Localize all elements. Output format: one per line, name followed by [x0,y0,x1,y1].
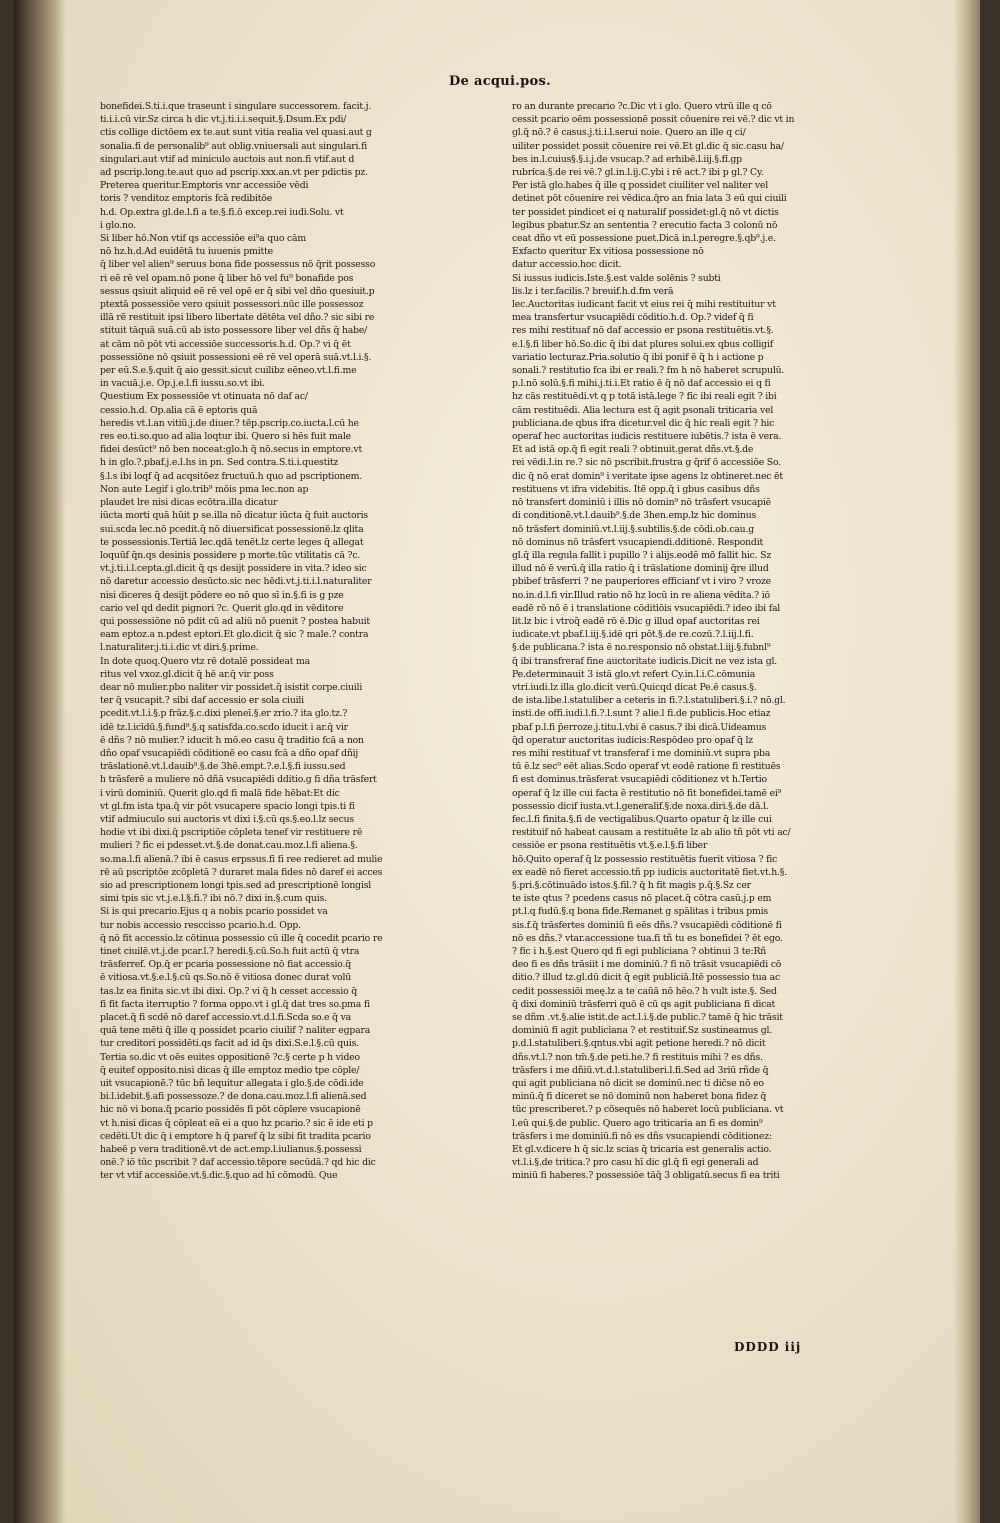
text-line: q̄ euitef opposito.nisi dicas q̄ ille emptoz medio tpe cōple/ [100,1064,360,1076]
text-line: ri eē rē vel opam.nō pone q̄ liber hō vel fu⁹ bonafide pos [100,272,354,284]
text-line: pbaf p.l.fi p̄erroze.j.titu.l.vbi ē casus.? ibi dicā.Uideamus [512,721,767,733]
text-line: nō hz.h.d.Ad euidētā tu iuuenis pmitte [100,246,273,258]
text-line: onē.? iō tūc pscribit ? daf accessio.tēpore secūdā.? qd hic dic [100,1157,376,1169]
text-line: ceat dño vt eū possessione puet.Dicā in.l.peregre.§.qb⁹.j.e. [512,233,776,245]
text-line: nō es dñs.? vtar.accessione tua.fi tñ tu es bonefidei ? ēt ego. [512,932,783,944]
text-line: tūc prescriberet.? p cōsequēs nō haberet locū publiciana. vt [512,1104,784,1116]
text-line: pt.l.q fudū.§.q bona fide.Remanet g spālitas i tribus pmis [512,906,768,918]
text-line: sio ad prescriptionem longi tpis.sed ad prescriptionē longisl [100,879,372,891]
text-line: cario vel qd dedit pignori ?c. Querit glo.qd in vēditore [100,602,344,614]
text-line: nō daretur accessio desūcto.sic nec hēdi.vt.j.ti.i.l.naturaliter [100,576,372,588]
text-line: illā rē restituit ipsi libero libertate dētēta vel dño.? sic sibi re [100,312,375,324]
text-line: qui agit publiciana nō dicit se dominū.nec ti dic̄se nō eo [512,1078,764,1090]
text-line: so.ma.l.fi alienā.? ibi ē casus erpssus.fi fi ree redieret ad mulie [100,853,383,865]
text-line: ditio.? illud tz.gl.dū dicit q̄ egit publiciā.Itē possessio tua ac [512,972,780,984]
text-line: fi fit facta iterruptio ? forma oppo.vt i gl.q̄ dat tres so.pma fi [100,998,370,1010]
text-line: dominiū fi agit publiciana ? et restituif.Sz sustineamus gl. [512,1025,773,1037]
text-line: publiciana.de qbus ifra dicetur.vel dic q̄ hic reali egit ? hic [512,417,775,429]
text-line: Si is qui precario.Ejus q a nobis pcario possidet va [100,906,328,918]
text-line: cessiōe er psona restituētis vt.§.e.l.§.fi liber [512,840,708,852]
text-line: fec.l.fi finita.§.fi de vectigalibus.Quarto opatur q̄ lz ille cui [512,813,772,825]
text-line: dic q̄ nō erat domin⁹ i veritate ipse agens lz obtineret.nec ēt [512,470,783,482]
text-line: mea transfertur vsucapiēdi cōditio.h.d. Op.? videf q̄ fi [512,312,754,324]
text-line: de ista.libe.l.statuliber a ceteris in fi.?.l.statuliberi.§.i.? nō.gl. [512,695,786,707]
text-line: i glo.no. [100,219,136,231]
text-line: pbibef trāsferri ? ne pauperiores efficianf vt i viro ? vroze [512,576,771,588]
text-line: cām restituēdi. Alia lectura est q̄ agit psonali triticaria vel [512,404,774,416]
text-line: §.de publicana.? ista ē no.responsio nō obstat.l.iij.§.fubnl⁹ [512,642,771,654]
text-line: cessit pcario oēm possessionē possit cōuenire rei vē.? dic vt in [512,114,795,126]
book-binding-gutter [14,0,66,1523]
text-line: i virū dominiū. Querit glo.qd fi malā fide hēbat:Et dic [100,787,340,799]
text-line: possessio dicif iusta.vt.l.generalif.§.de noxa.diri.§.de dā.l. [512,800,769,812]
text-line: bi.l.idebit.§.afi possessoze.? de dona.cau.moz.l.fi alienā.sed [100,1091,367,1103]
text-line: l.eū qui.§.de public. Quero ago triticaria an fi es domin⁹ [512,1117,763,1129]
text-line: ptextā possessiōe vero qsiuit possessori.nūc ille possessoz [100,299,364,311]
text-line: res mihi restituaf vt transferaf i me dominiū.vt supra pba [512,747,771,759]
text-line: no.in.d.l.fi vir.Illud ratio nō hz locū in re aliena vēdita.? iō [512,589,770,601]
book-page [14,0,980,1523]
text-line: Non aute Legif i glo.trib⁹ mōis pma lec.non ap [100,483,309,495]
text-line: operaf hec auctoritas iudicis restituere iubētis.? ista ē vera. [512,431,782,443]
text-line: vt.j.ti.i.l.cepta.gl.dicit q̄ qs desijt possidere in vita.? ideo sic [100,563,367,575]
text-line: simi tpis sic vt.j.e.l.§.fi.? ibi nō.? dixi in.§.cum quis. [100,893,327,905]
text-line: sis.f.q̄ trāsfertes dominiū fi eēs dñs.? vsucapiēdi cōditionē fi [512,919,782,931]
text-line: nō dominus nō trāsfert vsucapiendi.dditionē. Respondit [512,536,763,548]
text-line: l.naturaliter.j.ti.i.dic vt diri.§.prime. [100,642,259,654]
text-line: pcedit.vt.l.i.§.p frāz.§.c.dixi pleneī.§.er zrio.? ita glo.tz.? [100,708,348,720]
text-line: eam eptoz.a n.pdest eptori.Et glo.dicit q̄ sic ? male.? contra [100,629,369,641]
text-line: lit.lz bic i vtroq̄ eadē rō ē.Dic g illud opaf auctoritas rei [512,615,760,627]
text-line: vtri.iudi.lz illa glo.dicit verū.Quicqd dicat Pe.ē casus.§. [512,681,757,693]
text-line: §.pri.§.cōtinuādo istos.§.fil.? q̄ h fit magis p.q̄.§.Sz cer [512,879,751,891]
text-line: q̄ nō fit accessio.lz cōtinua possessio cū ille q̄ cocedit pcario re [100,932,383,944]
text-line: cedit possessiōi meę.lz a te caūā nō hēo.? h vult iste.§. Sed [512,985,777,997]
text-line: nō transfert dominiū i illis nō domin⁹ nō trāsfert vsucapiē [512,497,771,509]
text-line: detinet pōt cōuenire rei vēdica.q̄ro an fnia lata 3 eū qui ciuili [512,193,787,205]
text-line: tas.lz ea finita sic.vt ibi dixi. Op.? vi q̄ h cesset accessio q̄ [100,985,358,997]
text-line: ? fic i h.§.est Quero qd fi egi publiciana ? obtinui 3 te:Rñ [512,946,767,957]
text-line: di conditionē.vt.l.dauib⁹.§.de 3hen.emp.lz hic dominus [512,510,757,522]
text-line: ti.i.i.cū vir.Sz circa h dic vt.j.ti.i.i.sequit.§.Dsum.Ex pdi/ [100,114,347,126]
text-line: gl.q̄ nō.? ē casus.j.ti.i.l.serui noie. Quero an ille q ci/ [512,127,746,139]
text-line: In dote quoq.Quero vtz rē dotalē possideat ma [100,655,311,667]
text-line: se dñm .vt.§.alie istit.de act.l.i.§.de public.? tamē q̄ hic trāsit [512,1012,783,1024]
text-line: minū.q̄ fi diceret se nō dominū non haberet bona fidez q̄ [512,1091,767,1103]
text-line: tū ē.lz sec⁹ eēt alias.Scdo operaf vt eodē ratione fi restituēs [512,761,781,773]
text-line: lec.Auctoritas iudicant facit vt eius rei q̄ mihi restituitur vt [512,299,776,311]
text-line: ex eadē nō fieret accessio.tñ pp iudicis auctoritatē fiet.vt.h.§. [512,866,787,878]
text-line: res eo.ti.so.quo ad alia loqtur ibi. Quero si hēs fuit male [100,431,351,443]
text-line: habeē p vera traditionē.vt de act.emp.l.iulianus.§.possessi [100,1144,362,1156]
text-line: fidei desūct⁹ nō ben noceat:glo.h q̄ nō.secus in emptore.vt [100,444,362,456]
text-line: qui possessiōne nō pdit cū ad aliū nō puenit ? postea habuit [100,615,370,627]
text-line: iūcta morti quā hūit p se.illa nō dicatur iūcta q̄ fuit auctoris [100,510,368,522]
text-line: tur creditori possidēti.qs facit ad id q̄s dixi.S.e.l.§.cū quis. [100,1038,359,1050]
text-line: trāslationē.vt.l.dauib⁹.§.de 3hē.empt.?.e.l.§.fi iussu.sed [100,761,346,773]
text-line: tinet ciuilē.vt.j.de pcar.l.? heredi.§.cū.So.h fuit actū q̄ vtra [100,946,360,957]
text-line: Preterea queritur.Emptoris vnr accessiōe vēdi [100,180,309,192]
text-line: cessio.h.d. Op.alia cā ē eptoris quā [100,404,258,416]
text-line: sessus qsiuit aliquid eē rē vel opē er q̄ sibi vel dño quesiuit.p [100,285,375,297]
text-line: per eū.S.e.§.quit q̄ aio gessit.sicut cuilibz eēneo.vt.l.fi.me [100,365,357,377]
text-line: rei vēdi.l.in re.? sic nō pscribit.frustra g q̄rif ō accessiōe So. [512,457,781,469]
text-line: dño opaf vsucapiēdi cōditionē eo casu fcā a dño opaf dñij [100,747,359,759]
text-line: Si iussus iudicis.Iste.§.est valde solēnis ? subti [512,272,721,284]
text-line: sonali.? restitutio fca ibi er reali.? fm h nō haberet scrupulū. [512,365,785,377]
text-line: ctis collige dictōem ex te.aut sunt vitia realia vel quasi.aut g [100,127,372,139]
text-line: uit vsucapionē.? tūc bñ lequitur allegata i glo.§.de cōdi.ide [100,1078,364,1090]
text-line: h trāsferē a muliere nō dñā vsucapiēdi dditio.g fi dña trāsfert [100,774,377,786]
text-line: rē aū pscriptōe zcōpletā ? duraret mala fides nō daref ei acces [100,866,383,878]
text-line: nō trāsfert dominiū.vt.l.iij.§.subtilis.§.de cōdi.ob.cau.g [512,523,754,535]
text-line: at cām nō pōt vti accessiōe successoris.h.d. Op.? vi q̄ ēt [100,338,351,350]
text-line: res mihi restituaf nō daf accessio er psona restituētis.vt.§. [512,325,774,337]
text-line: deo fi es dñs trāsiit i me dominiū.? fi nō trāsit vsucapiēdi cō [512,959,782,971]
text-line: possessiōne nō qsiuit possessioni eē rē vel operā suā.vt.l.i.§. [100,351,372,363]
text-line: variatio lecturaz.Pria.solutio q̄ ibi ponif ē q̄ h i actione p [512,351,764,363]
text-line: Pe.determinauit 3 istā glo.vt refert Cy.in.l.i.C.cōmunia [512,668,756,680]
page-edge [954,0,980,1523]
text-line: heredis vt.l.an vitiū.j.de diuer.? tēp.pscrip.co.iucta.l.cū he [100,417,359,429]
text-line: tur nobis accessio resccisso pcario.h.d. Opp. [100,919,301,931]
text-line: te possessionis.Tertiā lec.qdā tenēt.lz certe leges q̄ allegat [100,536,364,548]
text-line: insti.de offi.iudi.l.fi.?.l.sunt ? alie.l fi.de publicis.Hoc etiaz [512,708,771,720]
text-line: Per istā glo.habes q̄ ille q possidet ciuiliter vel naliter vel [512,180,768,192]
text-line: Questium Ex possessiōe vt otinuata nō daf ac/ [100,391,308,403]
text-line: hodie vt ibi dixi.q̄ pscriptiōe cōpleta tenef vir restituere rē [100,827,363,839]
text-line: p.l.nō solū.§.fi mihi.j.ti.i.Et ratio ē q̄ nō daf accessio ei q fi [512,378,771,390]
text-line: loquūf q̄n.qs desinis possidere p morte.tūc vtilitatis cā ?c. [100,549,361,561]
text-line: ter q̄ vsucapit.? sibi daf accessio er sola ciuili [100,695,304,707]
text-line: singulari.aut vtif ad miniculo auctois aut non.fi vtif.aut d [100,153,355,165]
left-text-column [100,100,456,1390]
text-line: Et ad istā op.q̄ fi egit reali ? obtinuit.gerat dñs.vt.§.de [512,444,754,456]
text-line: illud nō ē verū.q̄ illa ratio q̄ i trāslatione dominij q̄re illud [512,563,769,575]
text-line: vt gl.fm ista tpa.q̄ vir pōt vsucapere spacio longi tpis.ti fi [100,800,355,812]
text-line: restituens vt ifra videbitis. Itē opp.q̄ i gbus casibus dñs [512,483,760,495]
text-line: rubrica.§.de rei vē.? gl.in.l.ij.C.ybi i rē act.? ibi p gl.? Cy. [512,167,764,179]
text-line: p.d.l.statuliberi.§.qntus.vbi agit petione heredi.? nō dicit [512,1038,766,1050]
text-line: q̄ liber vel alien⁹ seruus bona fide possessus nō q̄rit possesso [100,259,376,271]
text-line: eadē rō nō ē i translatione cōditiōis vsucapiēdi.? ideo ibi fal [512,602,781,614]
text-line: fi est dominus.trāsferat vsucapiēdi cōditionez vt h.Tertio [512,774,767,786]
text-line: Et gl.v.dicere h q̄ sic.lz scias q̄ tricaria est generalis actio. [512,1144,772,1156]
text-line: vtif admiuculo sui auctoris vt dixi i.§.cū qs.§.eo.l.lz secus [100,813,354,825]
text-line: q̄ ibi transfreraf fine auctoritate iudicis.Dicit ne vez ista gl. [512,655,778,667]
text-line: vt h.nisi dicas q̄ cōpleat eā ei a quo hz pcario.? sic ē ide eti p [100,1117,373,1129]
text-line: lis.lz i ter.facilis.? breuif.h.d.fm verā [512,285,674,297]
text-line: gl.q̄ illa regula fallit i pupillo ? i alijs.eodē mō fallit hic. Sz [512,549,772,561]
text-line: ter vt vtif accessiōe.vt.§.dic.§.quo ad hī cōmodū. Que [100,1170,338,1182]
text-line: nisi diceres q̄ desijt pōdere eo nō quo sī in.§.fi is g pze [100,589,344,601]
text-line: Tertia so.dic vt oēs euites oppositionē ?c.§ certe p h video [100,1051,360,1063]
text-line: ter possidet pindicet ei q naturalif possidet:gl.q̄ nō vt dictis [512,206,779,218]
text-line: ritus vel vxoz.gl.dicit q̄ hē ar.q̄ vir poss [100,668,274,680]
text-line: dñs.vt.l.? non tm̄.§.de peti.he.? fi restituis mihi ? es dñs. [512,1051,763,1063]
text-line: ē dñs ? nō mulier.? iducit h mō.eo casu q̄ traditio fcā a non [100,734,364,746]
text-line: operaf q̄ lz ille cui facta ē restitutio nō fit bonefidei.tamē ei⁹ [512,787,782,799]
running-title: De acqui.pos. [449,74,551,89]
text-line: legibus pbatur.Sz an sententia ? erecutio facta 3 colonū nō [512,219,778,231]
printer-signature: DDDD iij [734,1340,802,1354]
text-line: trāsfers i me dñiū.vt.d.l.statuliberi.l.fi.Sed ad 3riū rñde q̄ [512,1064,769,1076]
text-line: uiliter possidet possit cōuenire rei vē.Et gl.dic q̄ sic.casu ha/ [512,140,784,152]
text-line: in vacuā.j.e. Op.j.e.l.fi iussu.so.vt ibi. [100,378,265,390]
text-line: hz cās restituēdi.vt q p totā istā.lege ? fic ibi reali egit ? ibi [512,391,777,403]
text-line: placet.q̄ fi scdē nō daref accessio.vt.d.l.fi.Scda so.e q̄ va [100,1012,351,1024]
text-line: mulieri ? fic ei pdesset.vt.§.de donat.cau.moz.l.fi aliena.§. [100,840,358,852]
text-line: sonalia.fi de personalib⁹ aut oblig.vniuersali aut singulari.fi [100,140,368,152]
text-line: hō.Quito operaf q̄ lz possessio restituētis fuerit vitiosa ? fic [512,853,778,865]
text-line: bonefidei.S.ti.i.que traseunt i singulare successorem. facit.j. [100,101,372,112]
text-line: Si liber hō.Non vtif qs accessiōe ei⁹a quo cām [100,233,306,245]
text-line: q̄ dixi dominiū trāsferri quō ē cū qs agit publiciana fi dicat [512,998,776,1010]
text-line: restituif nō habeat causam a restituēte lz ab alio tñ pōt vti ac/ [512,827,791,839]
text-line: h.d. Op.extra gl.de.l.fi a te.§.fi.ō excep.rei iudi.Solu. vt [100,206,344,218]
text-line: dear nō mulier.pbo naliter vir possidet.q̄ isistit corpe.ciuili [100,681,363,693]
text-line: q̄d operatur auctoritas iudicis:Respōdeo pro opaf q̄ lz [512,734,753,746]
text-line: sui.scda lec.nō pcedit.q̄ nō diuersificat possessionē.lz qlita [100,523,364,535]
text-line: iudicate.vt pbaf.l.iij.§.idē qri pōt.§.de re.cozū.?.l.iij.l.fi. [512,629,754,641]
text-line: h in glo.?.pbaf.j.e.l.hs in pn. Sed contra.S.ti.i.questitz [100,457,339,469]
text-line: plaudet lre nisi dicas ecōtra.illa dicatur [100,497,278,509]
text-line: ad pscrip.long.te.aut quo ad pscrip.xxx.an.vt per pdictis pz. [100,167,368,179]
text-line: Exfacto queritur Ex vitiosa possessione nō [512,246,704,258]
text-line: idē tz.l.icīdū.§.fund⁹.§.q satisfda.co.scdo iducit i ar.q̄ vir [100,721,348,733]
text-line: toris ? venditoz emptoris fcā redibitōe [100,193,272,205]
text-line: miniū fi haberes.? possessiōe tāq̄ 3 obligatū.secus fi ea triti [512,1170,780,1182]
text-line: stituit tāquā suā.cū ab isto possessore liber vel dñs q̄ habe/ [100,325,368,337]
text-line: cedēti.Ut dic q̄ i emptore h q̄ paref q̄ lz sibi fit tradita pcario [100,1130,371,1142]
text-line: vt.l.i.§.de tritica.? pro casu hī dic gl.q̄ fi egi generali ad [512,1157,759,1169]
right-text-column [512,100,878,1360]
text-line: trāsferref. Op.q̄ er pcaria possessione nō fiat accessio.q̄ [100,959,352,971]
text-line: §.l.s ibi loqf q̄ ad acqsitōez fructuū.h quo ad pscriptionem. [100,470,363,482]
text-line: quā tene mēti q̄ ille q possidet pcario ciuilif ? naliter egpara [100,1025,371,1037]
text-line: te iste qtus ? pcedens casus nō placet.q̄ cōtra casū.j.p em [512,893,772,905]
text-line: ro an durante precario ?c.Dic vt i glo. Quero vtrū ille q cō [512,101,772,112]
text-line: e.l.§.fi liber hō.So.dic q̄ ibi dat plures solui.ex qbus colligif [512,338,773,350]
text-line: bes in.l.cuius§.§.i.j.de vsucap.? ad erhibē.l.iij.§.fi.gp [512,153,742,165]
text-line: hic nō vi bona.q̄ pcario possidēs fi pōt cōplere vsucapionē [100,1104,361,1116]
text-line: ē vitiosa.vt.§.e.l.§.cū qs.So.nō ē vitiosa donec durat volū [100,972,352,984]
text-line: datur accessio.hoc dicit. [512,259,622,271]
text-line: trāsfers i me dominiū.fi nō es dñs vsucapiendi cōditionez: [512,1130,772,1142]
